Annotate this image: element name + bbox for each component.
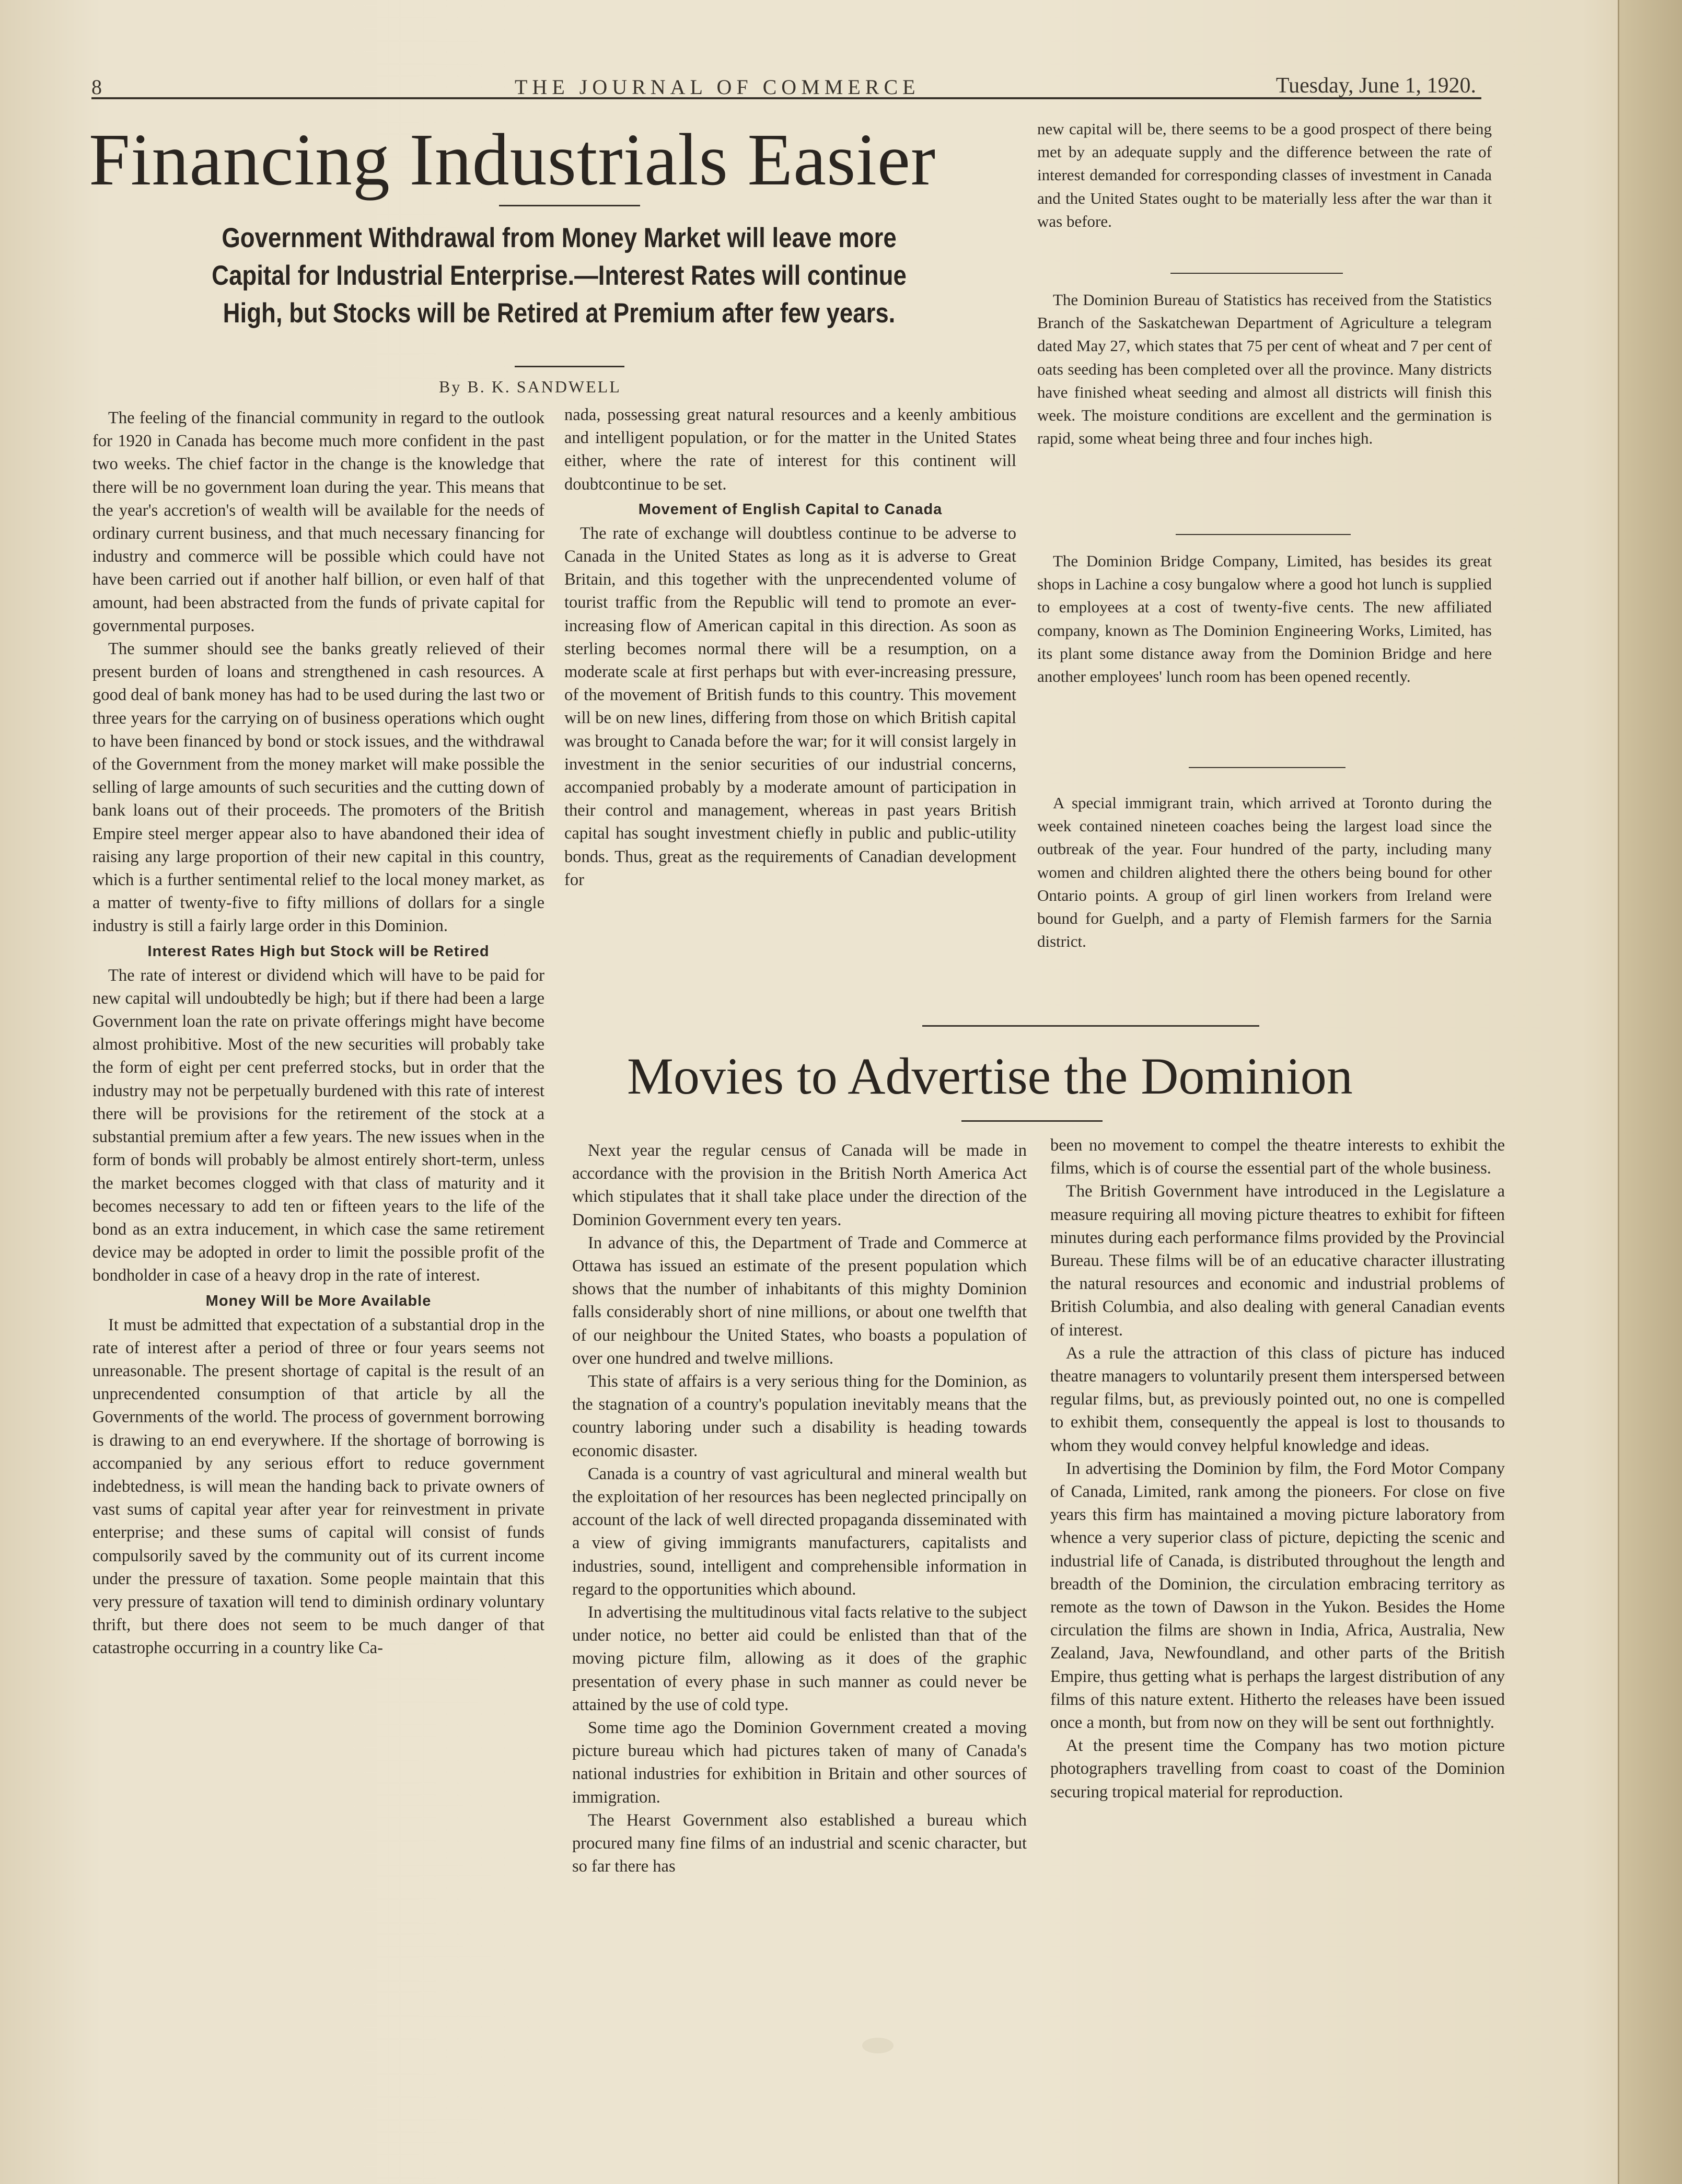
paragraph: The British Government have introduced in the Legislature a measure requiring all moving picture theatres to exhibit for fifteen minutes during each performance films provided by the Provincial Bureau. These films will be of an educative character illustrating the natural resources and economic and industrial problems of British Columbia, and also dealing with general Canadian events of interest. [1050,1182,1505,1340]
paragraph: Canada is a country of vast agricultural and mineral wealth but the exploitation of her resources has been neglected principally on account of the lack of well directed propaganda disseminated with a view of giving immigrants manufacturers, capitalists and industries, sound, intelligent and comprehensible information in regard to the opportunities which abound. [572,1464,1027,1599]
paragraph: At the present time the Company has two motion picture photographers travelling from coast to coast of the Dominion securing tropical material for reproduction. [1050,1736,1505,1802]
paragraph: The feeling of the financial community in regard to the outlook for 1920 in Canada has become much more confident in the past two weeks. The chief factor in the change is the knowledge that there will be no government loan during the year. This means that the year's accretion's of wealth will be available for the needs of ordinary current business, and that much necessary financing for industry and commerce will be possible which could have not have been carried out if another half billion, or even half of that amount, had been abstracted from the funds of private capital for governmental purposes. [92,409,544,635]
page-edge [1618,0,1682,2184]
section-heading: Interest Rates High but Stock will be Retired [147,943,490,960]
brief-immigrant-train [1037,792,1492,953]
paragraph: In advertising the Dominion by film, the Ford Motor Company of Canada, Limited, rank among the pioneers. For close on five years this firm has maintained a moving picture laboratory from whence a very superior class of picture, depicting the scenic and industrial life of Canada, is distributed throughout the length and breadth of the Dominion, the circulation embracing territory as remote as the town of Dawson in the Yukon. Besides the Home circulation the films are shown in India, Africa, Australia, New Zealand, Java, Newfoundland, and other parts of the British Empire, thus getting what is perhaps the largest distribution of any films of this nature extent. Hitherto the releases have been issued once a month, but from now on they will be sent out forthnightly. [1050,1459,1505,1733]
brief-dominion-bridge [1037,550,1492,688]
article-subheadline: Government Withdrawal from Money Market will leave more Capital for Industrial Enterprise.—Interest Rates will continue High, but Stocks will be Retired at Premium after few years. [212,223,907,329]
issue-date: Tuesday, June 1, 1920. [1275,74,1476,98]
column-3-continuation [1037,118,1492,233]
paragraph: Next year the regular census of Canada will be made in accordance with the provision in the British North America Act which stipulates that it shall take place under the direction of the Dominion Government every ten years. [572,1141,1027,1229]
paragraph: In advance of this, the Department of Trade and Commerce at Ottawa has issued an estimate of the present population which shows that the number of inhabitants of this mighty Dominion falls considerably short of nine millions, or about one twelfth that of our neighbour the United States, who boasts a population of over one hundred and twelve millions. [572,1233,1027,1368]
brief-divider [1176,534,1351,535]
paragraph: nada, possessing great natural resources and a keenly ambitious and intelligent population, or for the matter in the United States either, where the rate of interest for this continent will doubtcontinue to be set. [564,405,1016,494]
headline-rule [961,1120,1103,1122]
article2-column-2 [1050,1134,1505,1804]
paper-mark [862,2038,894,2053]
journal-name: THE JOURNAL OF COMMERCE [515,75,920,99]
paragraph: new capital will be, there seems to be a good prospect of there being met by an adequate supply and the difference between the rate of interest demanded for corresponding classes of investment in Canada and the United States ought to be materially less after the war than it was before. [1037,120,1492,230]
header-rule [91,97,1481,99]
paragraph: Some time ago the Dominion Government created a moving picture bureau which had pictures taken of many of Canada's national industries for exhibition in Britain and other sources of immigration. [572,1718,1027,1807]
brief-statistics [1037,288,1492,450]
paragraph: been no movement to compel the theatre interests to exhibit the films, which is of course the essential part of the whole business. [1050,1136,1505,1178]
brief-divider [1189,767,1345,768]
paragraph: A special immigrant train, which arrived at Toronto during the week contained nineteen coaches being the largest load since the outbreak of the year. Four hundred of the party, including many women and children alighted there the others being bound for other Ontario points. A group of girl linen workers from Ireland were bound for Guelph, and a party of Flemish farmers for the Sarnia district. [1037,794,1492,951]
paragraph: The rate of exchange will doubtless continue to be adverse to Canada in the United States as long as it is adverse to Great Britain, and this together with the unprecendented volume of tourist traffic from the Republic will tend to promote an ever-increasing flow of American capital in this direction. As soon as sterling becomes normal there will be a resumption, on a moderate scale at first perhaps but with ever-increasing pressure, of the movement of British funds to this country. This movement will be on new lines, differing from those on which British capital was brought to Canada before the war; for it will consist largely in investment in the senior securities of our industrial concerns, accompanied probably by a moderate amount of participation in their control and management, whereas in past years British capital has sought investment chiefly in public and public-utility bonds. Thus, great as the requirements of Canadian development for [564,524,1016,889]
article2-column-1 [572,1139,1027,1878]
page-number: 8 [91,75,102,99]
paragraph: As a rule the attraction of this class of picture has induced theatre managers to voluntarily present them interspersed between regular films, but, as previously pointed out, no one is compelled to exhibit them, consequently the appeal is lost to thousands to whom they would convey helpful knowledge and ideas. [1050,1343,1505,1455]
section-heading: Movement of English Capital to Canada [638,501,943,518]
headline-rule [499,205,640,206]
paragraph: The Hearst Government also established a bureau which procured many fine films of an industrial and scenic character, but so far there has [572,1810,1027,1876]
article-headline: Financing Industrials Easier [89,118,936,201]
paragraph: The Dominion Bureau of Statistics has received from the Statistics Branch of the Saskatchewan Department of Agriculture a telegram dated May 27, which states that 75 per cent of wheat and 7 per cent of oats seeding has been completed over all the province. Many districts have finished wheat seeding and almost all districts will finish this week. The moisture conditions are excellent and the germination is rapid, some wheat being three and four inches high. [1037,291,1492,448]
article2-headline: Movies to Advertise the Dominion [627,1047,1353,1105]
paragraph: The rate of interest or dividend which will have to be paid for new capital will undoubtedly be high; but if there had been a large Government loan the rate on private offerings might have become almost prohibitive. Most of the new securities will probably take the form of eight per cent preferred stocks, but in order that the industry may not be perpetually burdened with this rate of interest there will be provisions for the retirement of the stock at a substantial premium after a few years. The new issues when in the form of bonds will probably be almost entirely short-term, unless the market becomes clogged with that class of maturity and it becomes necessary to add ten or fifteen years to the life of the bond as an extra inducement, in which case the same retirement device may be adopted in order to limit the possible profit of the bondholder in case of a heavy drop in the rate of interest. [92,966,544,1285]
article-byline: By B. K. SANDWELL [439,377,621,396]
paragraph: The summer should see the banks greatly relieved of their present burden of loans and strengthened in cash resources. A good deal of bank money has had to be used during the last two or three years for the carrying on of business operations which ought to have been financed by bond or stock issues, and the withdrawal of the Government from the money market will make possible the selling of large amounts of such securities and the cutting down of bank loans out of their proceeds. The promoters of the British Empire steel merger appear also to have abandoned their idea of raising any large proportion of their new capital in this country, which is a further sentimental relief to the local money market, as a matter of twenty-five to fifty millions of dollars for a single industry is still a fairly large order in this Dominion. [92,640,544,936]
article1-column-1 [92,406,544,1660]
paragraph: The Dominion Bridge Company, Limited, has besides its great shops in Lachine a cosy bungalow where a good hot lunch is supplied to employees at a cost of twenty-five cents. The new affiliated company, known as The Dominion Engineering Works, Limited, has its plant some distance away from the Dominion Bridge and here another employees' lunch room has been opened recently. [1037,552,1492,686]
article1-column-2 [564,403,1016,891]
section-heading: Money Will be More Available [205,1292,432,1309]
paragraph: In advertising the multitudinous vital facts relative to the subject under notice, no better aid could be enlisted than that of the moving picture film, allowing as it does of the graphic presentation of every phase in such manner as could never be attained by the use of cold type. [572,1603,1027,1714]
section-divider [922,1025,1259,1027]
subhead-rule [515,366,624,367]
paragraph: It must be admitted that expectation of a substantial drop in the rate of interest after a period of three or four years seems not unreasonable. The present shortage of capital is the result of an unprecendented consumption of that article by all the Governments of the world. The process of government borrowing is drawing to an end everywhere. If the shortage of borrowing is accompanied by any serious effort to reduce government indebtedness, is will mean the handing back to private owners of vast sums of capital year after year for reinvestment in private enterprise; and these sums of capital will consist of funds compulsorily saved by the community out of its current income under the pressure of taxation. Some people maintain that this very pressure of taxation will tend to diminish ordinary voluntary thrift, but there does not seem to be much danger of that catastrophe occurring in a country like Ca- [92,1315,544,1658]
paragraph: This state of affairs is a very serious thing for the Dominion, as the stagnation of a country's population inevitably means that the country laboring under such a disability is heading towards economic disaster. [572,1372,1027,1460]
brief-divider [1170,273,1343,274]
